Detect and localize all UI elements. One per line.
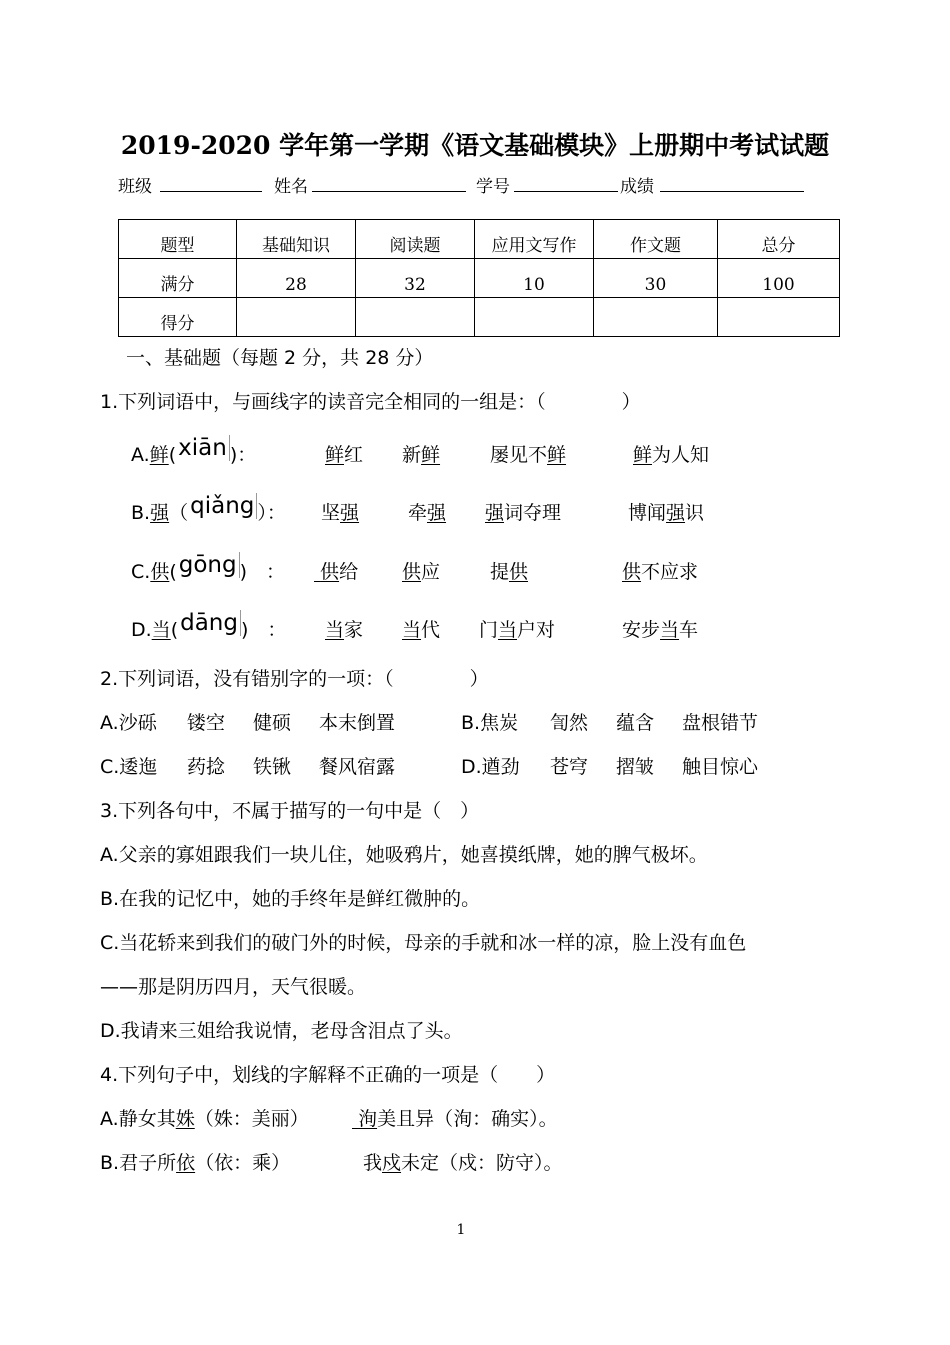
q1-c-word-4: 供不应求 <box>622 561 699 583</box>
question-3-stem: 3.下列各句中，不属于描写的一句中是（ ） <box>100 800 480 822</box>
q2-d-3: 摺皱 <box>616 756 655 778</box>
name-label: 姓名 <box>274 177 308 197</box>
table-cell: 总分 <box>718 220 840 259</box>
q2-a-2: 镂空 <box>187 712 226 734</box>
page-number: 1 <box>456 1222 466 1238</box>
q1-c-word-2: 供应 <box>402 561 441 583</box>
q4-option-b-1: B.君子所依（依：乘） <box>100 1152 291 1174</box>
q2-a-4: 本末倒置 <box>319 712 396 734</box>
table-cell: 100 <box>718 259 840 298</box>
score-input-cell[interactable] <box>237 298 356 337</box>
score-input-cell[interactable] <box>356 298 475 337</box>
q2-d-1: D.遒劲 <box>461 756 520 778</box>
q1-option-a: A.鲜(xiān )： <box>131 435 257 466</box>
score-label: 成绩 <box>620 177 654 197</box>
q2-c-2: 药捻 <box>187 756 226 778</box>
table-cell: 基础知识 <box>237 220 356 259</box>
name-blank[interactable] <box>312 172 466 192</box>
table-cell: 作文题 <box>594 220 718 259</box>
table-cell: 阅读题 <box>356 220 475 259</box>
q2-d-2: 苍穹 <box>550 756 589 778</box>
question-1-stem: 1.下列词语中，与画线字的读音完全相同的一组是：（ ） <box>100 391 641 413</box>
section-heading: 一、基础题（每题 2 分，共 28 分） <box>126 347 434 369</box>
question-4-stem: 4.下列句子中，划线的字解释不正确的一项是（ ） <box>100 1064 556 1086</box>
score-input-cell[interactable] <box>475 298 594 337</box>
q1-a-word-2: 新鲜 <box>402 444 441 466</box>
q2-a-3: 健硕 <box>253 712 292 734</box>
score-table <box>118 219 840 337</box>
score-input-cell[interactable] <box>594 298 718 337</box>
table-cell: 应用文写作 <box>475 220 594 259</box>
q1-c-word-1: 供给 <box>320 561 359 583</box>
q1-a-word-3: 屡见不鲜 <box>490 444 567 466</box>
pinyin-box: dāng <box>178 610 241 636</box>
score-input-cell[interactable] <box>718 298 840 337</box>
q3-option-a: A.父亲的寡姐跟我们一块儿住，她吸鸦片，她喜摸纸牌，她的脾气极坏。 <box>100 844 708 866</box>
table-row <box>119 298 840 337</box>
q1-c-word-3: 提供 <box>490 561 529 583</box>
table-cell: 28 <box>237 259 356 298</box>
q2-b-3: 蕴含 <box>616 712 655 734</box>
id-blank[interactable] <box>514 172 618 192</box>
table-row <box>119 259 840 298</box>
q4-option-b-2: 我戍未定（戍：防守）。 <box>363 1152 563 1174</box>
pinyin-box: qiǎng <box>188 493 257 519</box>
table-cell: 满分 <box>119 259 237 298</box>
page-title: 2019-2020 学年第一学期《语文基础模块》上册期中考试试题 <box>120 131 830 160</box>
class-label: 班级 <box>118 177 152 197</box>
q1-option-b: B.强（qiǎng ）： <box>131 493 286 524</box>
q1-option-d: D.当(dāng ) ： <box>131 610 287 641</box>
q2-c-4: 餐风宿露 <box>319 756 396 778</box>
q3-option-c-cont: ——那是阴历四月，天气很暖。 <box>100 976 367 998</box>
score-blank[interactable] <box>660 172 804 192</box>
q1-option-c: C.供(gōng ) ： <box>131 552 286 583</box>
q1-a-word-4: 鲜为人知 <box>633 444 710 466</box>
q2-b-2: 訇然 <box>550 712 589 734</box>
q3-option-b: B.在我的记忆中，她的手终年是鲜红微肿的。 <box>100 888 481 910</box>
table-cell: 题型 <box>119 220 237 259</box>
table-cell: 得分 <box>119 298 237 337</box>
q2-b-1: B.焦炭 <box>461 712 519 734</box>
q3-option-c: C.当花轿来到我们的破门外的时候，母亲的手就和冰一样的凉，脸上没有血色 <box>100 932 747 954</box>
q4-option-a-2: 洵美且异（洵：确实）。 <box>358 1108 558 1130</box>
q2-c-1: C.逶迤 <box>100 756 158 778</box>
q1-b-word-4: 博闻强识 <box>628 502 705 524</box>
q1-b-word-1: 坚强 <box>321 502 360 524</box>
table-cell: 32 <box>356 259 475 298</box>
table-cell: 30 <box>594 259 718 298</box>
q2-a-1: A.沙砾 <box>100 712 157 734</box>
q1-d-word-4: 安步当车 <box>622 619 699 641</box>
q2-d-4: 触目惊心 <box>682 756 759 778</box>
q4-option-a-1: A.静女其姝（姝：美丽） <box>100 1108 309 1130</box>
table-row <box>119 220 840 259</box>
q1-b-word-2: 牵强 <box>408 502 447 524</box>
id-label: 学号 <box>476 177 510 197</box>
q1-b-word-3: 强词夺理 <box>485 502 562 524</box>
q3-option-d: D.我请来三姐给我说情，老母含泪点了头。 <box>100 1020 463 1042</box>
q2-b-4: 盘根错节 <box>682 712 759 734</box>
q2-c-3: 铁锹 <box>253 756 292 778</box>
q1-a-word-1: 鲜红 <box>325 444 364 466</box>
q1-d-word-1: 当家 <box>325 619 364 641</box>
q1-d-word-2: 当代 <box>402 619 441 641</box>
question-2-stem: 2.下列词语，没有错别字的一项：（ ） <box>100 668 489 690</box>
q1-d-word-3: 门当户对 <box>479 619 556 641</box>
class-blank[interactable] <box>160 172 262 192</box>
pinyin-box: gōng <box>177 552 240 578</box>
pinyin-box: xiān <box>176 435 230 461</box>
table-cell: 10 <box>475 259 594 298</box>
